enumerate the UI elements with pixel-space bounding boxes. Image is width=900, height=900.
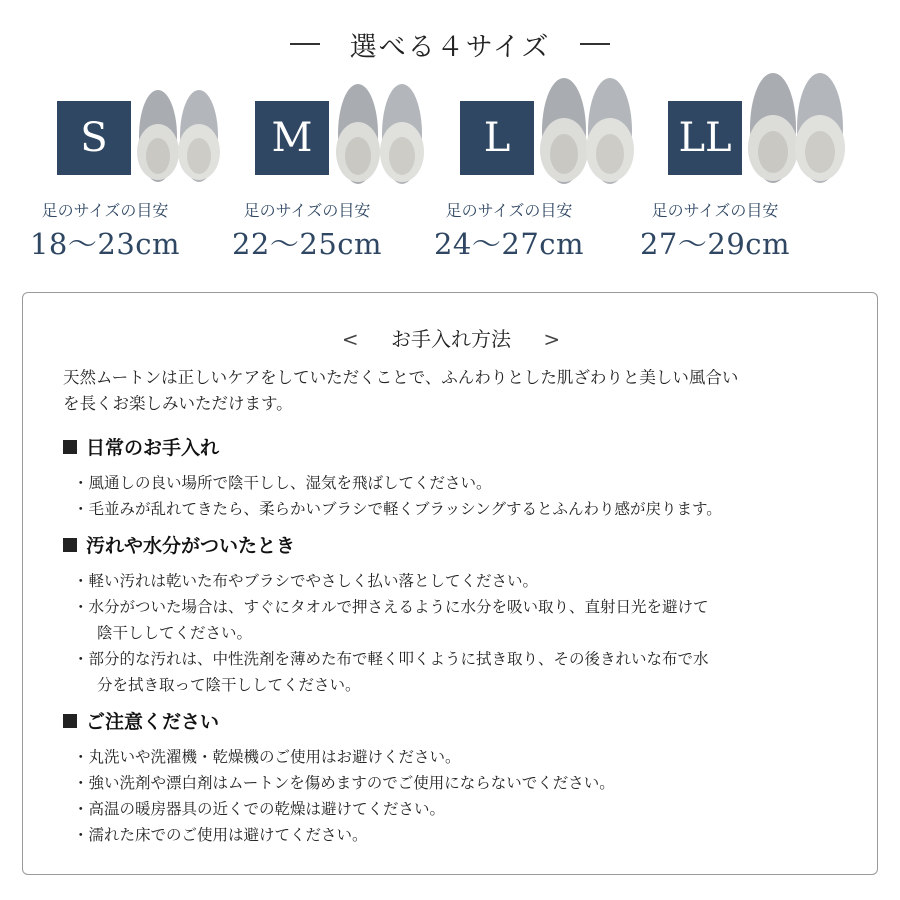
care-intro (63, 365, 853, 417)
size-badge: LL (668, 101, 742, 175)
list-item: ・部分的な汚れは、中性洗剤を薄めた布で軽く叩くように拭き取り、その後きれいな布で水 (73, 650, 709, 668)
section-heading (63, 433, 863, 460)
section-heading (63, 707, 863, 734)
size-range: 24〜27cm (433, 227, 585, 261)
section-heading-text: 汚れや水分がついたとき (86, 535, 296, 557)
section-daily-care (63, 433, 863, 522)
list-item: ・強い洗剤や漂白剤はムートンを傷めますのでご使用にならないでください。 (73, 774, 615, 792)
size-badge: S (57, 101, 131, 175)
square-bullet-icon (63, 440, 77, 454)
slipper-pair-image (746, 70, 846, 186)
care-title-text: お手入れ方法 (391, 327, 511, 351)
list-item-continuation: 陰干ししてください。 (97, 624, 253, 642)
size-list (0, 70, 900, 270)
page-title: 選べる４サイズ (349, 31, 551, 63)
list-item: ・丸洗いや洗濯機・乾燥機のご使用はお避けください。 (73, 748, 461, 766)
intro-line: 天然ムートンは正しいケアをしていただくことで、ふんわりとした肌ざわりと美しい風合い (63, 368, 739, 387)
size-badge: L (460, 101, 534, 175)
list-item: ・軽い汚れは乾いた布やブラシでやさしく払い落としてください。 (73, 572, 539, 590)
size-item-ll (610, 70, 820, 270)
section-heading-text: ご注意ください (86, 711, 220, 733)
size-range: 27〜29cm (639, 227, 791, 261)
size-caption: 足のサイズの目安 (651, 201, 779, 220)
size-item-l (404, 70, 614, 270)
list-item: ・高温の暖房器具の近くでの乾燥は避けてください。 (73, 800, 446, 818)
size-range: 22〜25cm (231, 227, 383, 261)
section-heading-text: 日常のお手入れ (86, 437, 220, 459)
intro-line: を長くお楽しみいただけます。 (63, 394, 293, 413)
list-item: ・毛並みが乱れてきたら、柔らかいブラシで軽くブラッシングするとふんわり感が戻ります。 (73, 500, 722, 518)
size-caption: 足のサイズの目安 (41, 201, 169, 220)
section-heading (63, 531, 863, 558)
care-instructions-panel (22, 292, 878, 875)
list-item-continuation: 分を拭き取って陰干ししてください。 (97, 676, 361, 694)
list-item: ・濡れた床でのご使用は避けてください。 (73, 826, 368, 844)
size-badge: M (255, 101, 329, 175)
square-bullet-icon (63, 538, 77, 552)
size-range: 18〜23cm (29, 227, 181, 261)
list-item: ・風通しの良い場所で陰干しし、湿気を飛ばしてください。 (73, 474, 492, 492)
page-title-row (0, 22, 900, 66)
size-caption: 足のサイズの目安 (243, 201, 371, 220)
size-caption: 足のサイズの目安 (445, 201, 573, 220)
size-item-s (0, 70, 210, 270)
bracket-left: < (341, 327, 359, 351)
title-dash-left (290, 43, 320, 45)
bracket-right: > (543, 327, 561, 351)
list-item: ・水分がついた場合は、すぐにタオルで押さえるように水分を吸い取り、直射日光を避けて (73, 598, 709, 616)
size-item-m (202, 70, 412, 270)
care-title (23, 323, 879, 352)
section-stains-water (63, 531, 863, 698)
square-bullet-icon (63, 714, 77, 728)
title-dash-right (580, 43, 610, 45)
section-cautions (63, 707, 863, 848)
